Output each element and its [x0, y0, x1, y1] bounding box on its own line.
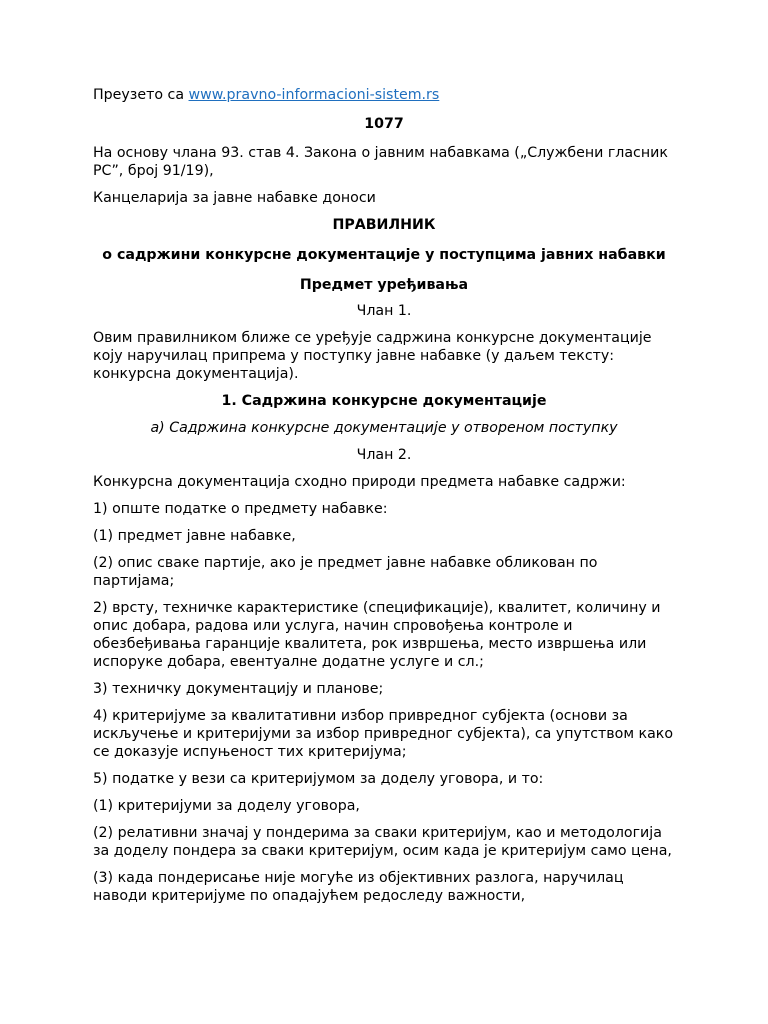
article-1-heading: Члан 1.	[356, 303, 412, 319]
list-item: (1) критеријуми за доделу уговора,	[93, 798, 360, 814]
source-link[interactable]: www.pravno-informacioni-sistem.rs	[188, 87, 440, 103]
list-item: 5) податке у вези са критеријумом за доделу уговора, и то:	[93, 771, 544, 787]
chapter-1a-heading: а) Садржина конкурсне документације у отвореном поступку	[150, 420, 618, 436]
section-heading-subject: Предмет уређивања	[299, 277, 469, 293]
document-title: ПРАВИЛНИК	[332, 217, 436, 233]
list-item: (1) предмет јавне набавке,	[93, 528, 296, 544]
list-item: (2) релативни значај у пондерима за сваки критеријум, као и методологија за доделу пондера за сваки критеријум, осим када је критеријум само цена,	[93, 825, 672, 859]
document-subtitle: о садржини конкурсне документације у поступцима јавних набавки	[102, 247, 666, 263]
list-item: (2) опис сваке партије, ако је предмет јавне набавке обликован по партијама;	[93, 555, 598, 589]
document-number: 1077	[364, 116, 404, 132]
article-2-heading: Члан 2.	[356, 447, 412, 463]
list-item: 4) критеријуме за квалитативни избор привредног субјекта (основи за искључење и критеријуми за избор привредног субјекта), са упутством како се доказује испуњеност тих критеријума;	[93, 708, 674, 760]
document-page	[93, 86, 675, 914]
article-1-text: Овим правилником ближе се уређује садржина конкурсне документације коју наручилац припрема у поступку јавне набавке (у даљем тексту: конкурсна документација).	[93, 330, 652, 382]
issuer-line: Канцеларија за јавне набавке доноси	[93, 190, 376, 206]
list-item: 3) техничку документацију и планове;	[93, 681, 384, 697]
article-2-intro: Конкурсна документација сходно природи предмета набавке садржи:	[93, 474, 626, 490]
list-item: 2) врсту, техничке карактеристике (спецификације), квалитет, количину и опис добара, радова или услуга, начин спровођења контроле и обезбеђивања гаранције квалитета, рок извршења, место извршења или испоруке добара, евентуалне додатне услуге и сл.;	[93, 600, 661, 670]
chapter-1-heading: 1. Садржина конкурсне документације	[221, 393, 547, 409]
list-item: 1) опште податке о предмету набавке:	[93, 501, 388, 517]
source-line	[93, 86, 675, 104]
source-prefix: Преузето са	[93, 87, 189, 103]
legal-basis: На основу члана 93. став 4. Закона о јавним набавкама („Службени гласник РС”, број 91/19),	[93, 145, 668, 179]
list-item: (3) када пондерисање није могуће из објективних разлога, наручилац наводи критеријуме по опадајућем редоследу важности,	[93, 870, 624, 904]
